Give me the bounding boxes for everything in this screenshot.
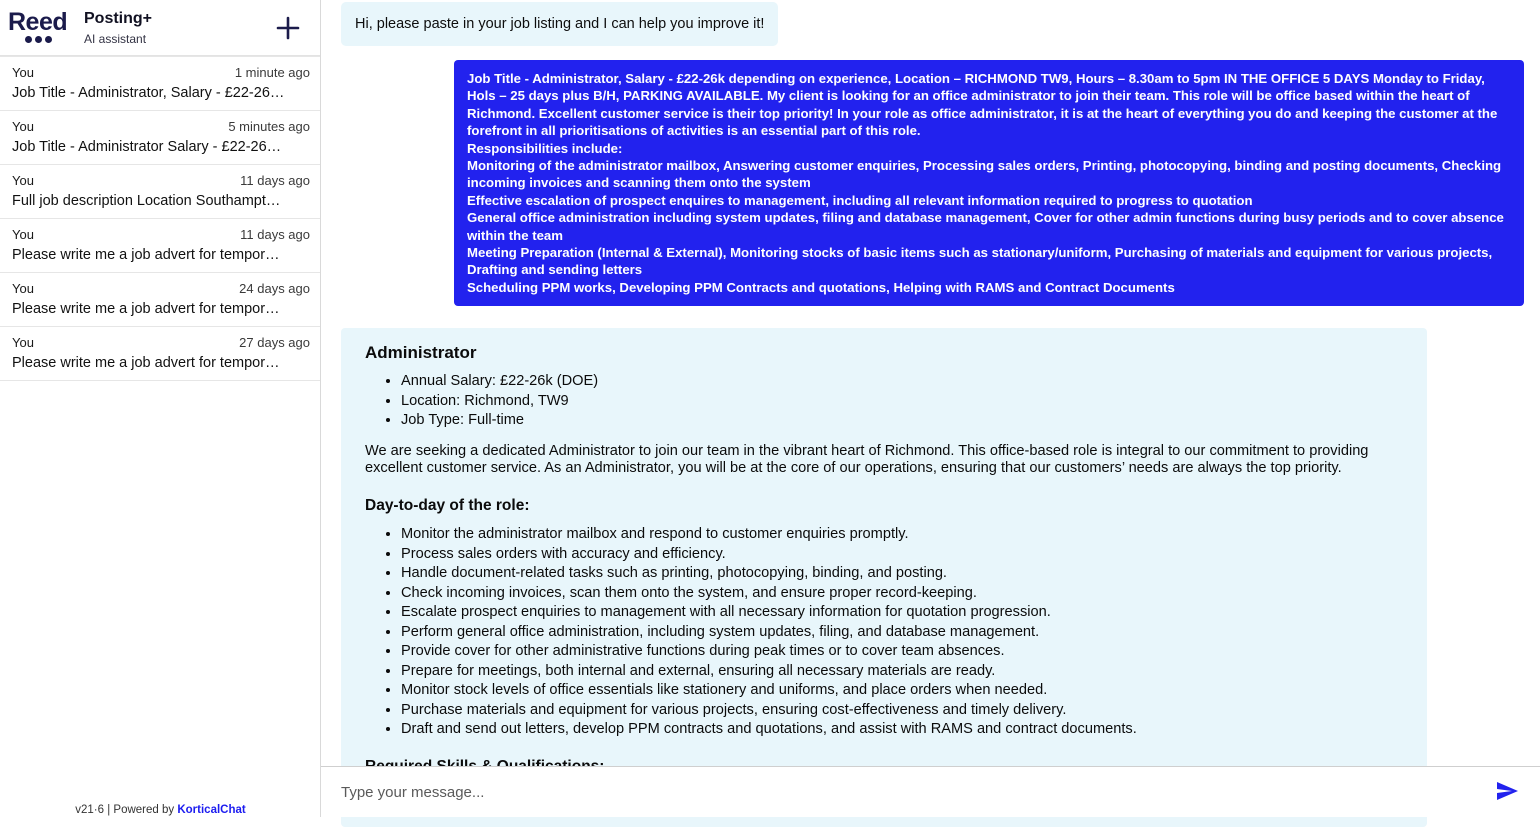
history-item-time: 24 days ago	[239, 281, 310, 296]
assistant-intro-bubble: Hi, please paste in your job listing and I can help you improve it!	[341, 2, 778, 46]
job-intro-paragraph: We are seeking a dedicated Administrator to join our team in the vibrant heart of Richmond. This office-based role is integral to our commitment to providing excellent customer service. As an Administrator, you will be at the core of our operations, ensuring that our customers’ needs are always the top priority.	[365, 443, 1369, 477]
chat-history-list	[0, 56, 320, 381]
list-item[interactable]	[0, 273, 320, 327]
history-item-snippet: Please write me a job advert for tempor…	[12, 355, 280, 371]
assistant-answer-row	[341, 316, 1524, 827]
list-item: • Provide cover for other administrative functions during peak times or to cover team absences.	[401, 643, 1407, 660]
history-item-snippet: Please write me a job advert for tempor…	[12, 247, 280, 263]
list-item: • Monitor the administrator mailbox and respond to customer enquiries promptly.	[401, 526, 1407, 543]
day-to-day-list	[365, 526, 1407, 738]
user-message-row	[341, 56, 1524, 306]
user-message-para: Scheduling PPM works, Developing PPM Contracts and quotations, Helping with RAMS and Contract Documents	[467, 279, 1175, 295]
history-item-meta	[12, 335, 310, 350]
history-item-time: 5 minutes ago	[228, 119, 310, 134]
list-item[interactable]	[0, 56, 320, 111]
history-item-time: 1 minute ago	[234, 65, 310, 80]
history-item-meta	[12, 119, 310, 134]
job-title-heading: Administrator	[365, 343, 477, 363]
assistant-message-row	[341, 0, 1524, 46]
app-title: Posting+	[84, 10, 153, 27]
message-input[interactable]	[341, 778, 1490, 807]
list-item: • Process sales orders with accuracy and efficiency.	[401, 546, 1407, 563]
list-item[interactable]	[0, 219, 320, 273]
history-item-author: You	[12, 173, 34, 188]
list-item: • Prepare for meetings, both internal and external, ensuring all necessary materials are ready.	[401, 663, 1407, 680]
list-item[interactable]	[0, 165, 320, 219]
sidebar-footer	[0, 804, 321, 817]
list-item: • Annual Salary: £22-26k (DOE)	[401, 373, 1407, 390]
version-label: v21·6 | Powered by	[75, 804, 178, 816]
send-button[interactable]	[1490, 775, 1524, 809]
list-item: • Monitor stock levels of office essentials like stationery and uniforms, and place orders when needed.	[401, 682, 1407, 699]
history-item-meta	[12, 281, 310, 296]
app-subtitle: AI assistant	[84, 32, 147, 46]
list-item[interactable]	[0, 111, 320, 165]
reed-logo-dots	[8, 36, 74, 43]
message-composer	[321, 766, 1540, 817]
user-message-para: Effective escalation of prospect enquires to management, including all relevant information required to progress to quotation	[467, 192, 1253, 208]
send-icon	[1495, 779, 1519, 806]
history-item-snippet: Please write me a job advert for tempor…	[12, 301, 280, 317]
history-item-meta	[12, 65, 310, 80]
user-message-para: Monitoring of the administrator mailbox, Answering customer enquiries, Processing sales orders, Printing, photocopying, binding and posting documents, Checking incoming invoices and scanning them onto the system	[467, 158, 1502, 191]
day-to-day-heading: Day-to-day of the role:	[365, 497, 530, 515]
sidebar-header	[0, 0, 320, 56]
history-item-snippet: Full job description Location Southampt…	[12, 193, 281, 209]
list-item: • Escalate prospect enquiries to management with all necessary information for quotation progression.	[401, 604, 1407, 621]
history-item-snippet: Job Title - Administrator, Salary - £22-26…	[12, 85, 285, 101]
list-item: • Purchase materials and equipment for various projects, ensuring cost-effectiveness and timely delivery.	[401, 702, 1407, 719]
plus-icon	[275, 15, 301, 41]
brand-text	[84, 8, 152, 47]
job-summary-list	[365, 373, 1407, 429]
history-item-time: 27 days ago	[239, 335, 310, 350]
history-item-time: 11 days ago	[240, 173, 310, 188]
reed-logo	[8, 10, 74, 43]
history-item-author: You	[12, 65, 34, 80]
history-item-author: You	[12, 227, 34, 242]
history-item-author: You	[12, 335, 34, 350]
list-item: • Check incoming invoices, scan them onto the system, and ensure proper record-keeping.	[401, 585, 1407, 602]
user-message-para: Job Title - Administrator, Salary - £22-26k depending on experience, Location – RICHMOND TW9, Hours – 8.30am to 5pm IN THE OFFICE 5 DAYS Monday to Friday, Hols – 25 days plus B/H, PARKING AVAILABLE. My client is looking for an office administrator to join their team. This role will be office based within the heart of Richmond. Excellent customer service is their top priority! In your role as office administrator, it is at the heart of everything you do and keeping the customer at the forefront in all prioritisations of activities is an essential part of this role.	[467, 71, 1498, 139]
assistant-answer-bubble	[341, 328, 1427, 827]
list-item: • Job Type: Full-time	[401, 412, 1407, 429]
history-item-meta	[12, 227, 310, 242]
list-item: • Location: Richmond, TW9	[401, 393, 1407, 410]
list-item: • Handle document-related tasks such as printing, photocopying, binding, and posting.	[401, 565, 1407, 582]
history-item-author: You	[12, 119, 34, 134]
history-item-author: You	[12, 281, 34, 296]
history-item-meta	[12, 173, 310, 188]
chat-panel	[321, 0, 1540, 817]
user-message-bubble	[454, 60, 1524, 306]
history-item-time: 11 days ago	[240, 227, 310, 242]
history-item-snippet: Job Title - Administrator Salary - £22-26…	[12, 139, 282, 155]
message-list[interactable]	[321, 0, 1540, 766]
list-item: • Draft and send out letters, develop PPM contracts and quotations, and assist with RAMS and contract documents.	[401, 721, 1407, 738]
kortical-chat-link[interactable]: KorticalChat	[177, 804, 246, 816]
user-message-para: Responsibilities include:	[467, 140, 623, 156]
sidebar	[0, 0, 321, 817]
list-item[interactable]	[0, 327, 320, 381]
user-message-para: Meeting Preparation (Internal & External), Monitoring stocks of basic items such as stationary/uniform, Purchasing of materials and equipment for various projects, Drafting and sending letters	[467, 245, 1493, 278]
reed-logo-text: Reed	[8, 8, 68, 36]
brand	[8, 8, 152, 47]
new-chat-button[interactable]	[272, 12, 304, 44]
list-item: • Perform general office administration, including system updates, filing, and database management.	[401, 624, 1407, 641]
user-message-para: General office administration including system updates, filing and database management, Cover for other admin functions during busy periods and to cover absence within the team	[467, 210, 1504, 243]
